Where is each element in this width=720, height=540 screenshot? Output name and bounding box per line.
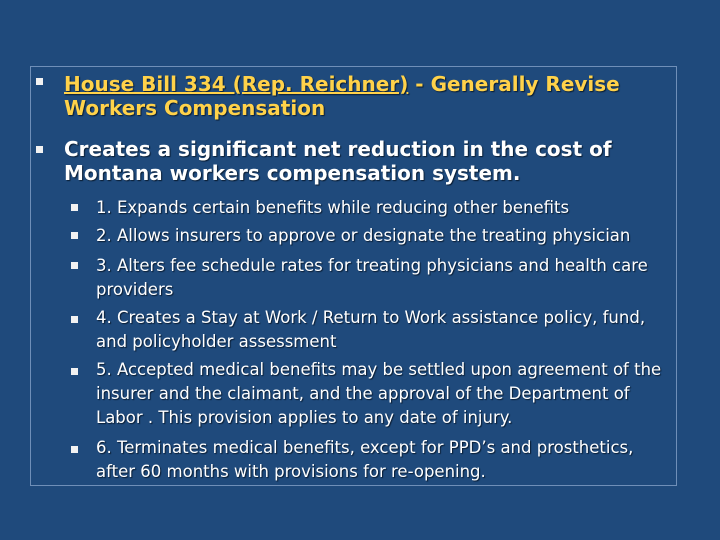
bullet-square-icon bbox=[36, 146, 43, 153]
list-item: 4. Creates a Stay at Work / Return to Work assistance policy, fund, and policyholder assessment bbox=[96, 308, 646, 351]
bullet-square-icon bbox=[71, 446, 78, 453]
bill-heading bbox=[64, 72, 664, 120]
list-item: 5. Accepted medical benefits may be settled upon agreement of the insurer and the claimant, and the approval of the Department of Labor . This provision applies to any date of injury. bbox=[96, 360, 662, 427]
list-item: 1. Expands certain benefits while reducing other benefits bbox=[96, 198, 570, 217]
bullet-square-icon bbox=[71, 232, 78, 239]
bullet-square-icon bbox=[71, 368, 78, 375]
bullet-square-icon bbox=[71, 316, 78, 323]
list-item: 6. Terminates medical benefits, except for PPD’s and prosthetics, after 60 months with provisions for re-opening. bbox=[96, 438, 634, 481]
bill-summary: Creates a significant net reduction in the cost of Montana workers compensation system. bbox=[64, 137, 612, 185]
bullet-square-icon bbox=[36, 78, 43, 85]
bullet-square-icon bbox=[71, 262, 78, 269]
bullet-square-icon bbox=[71, 204, 78, 211]
list-item: 3. Alters fee schedule rates for treating physicians and health care providers bbox=[96, 256, 648, 299]
list-item: 2. Allows insurers to approve or designate the treating physician bbox=[96, 226, 631, 245]
bill-link[interactable]: House Bill 334 (Rep. Reichner) bbox=[64, 72, 409, 96]
bill-title-rest: - Generally Revise Workers Compensation bbox=[64, 72, 620, 120]
